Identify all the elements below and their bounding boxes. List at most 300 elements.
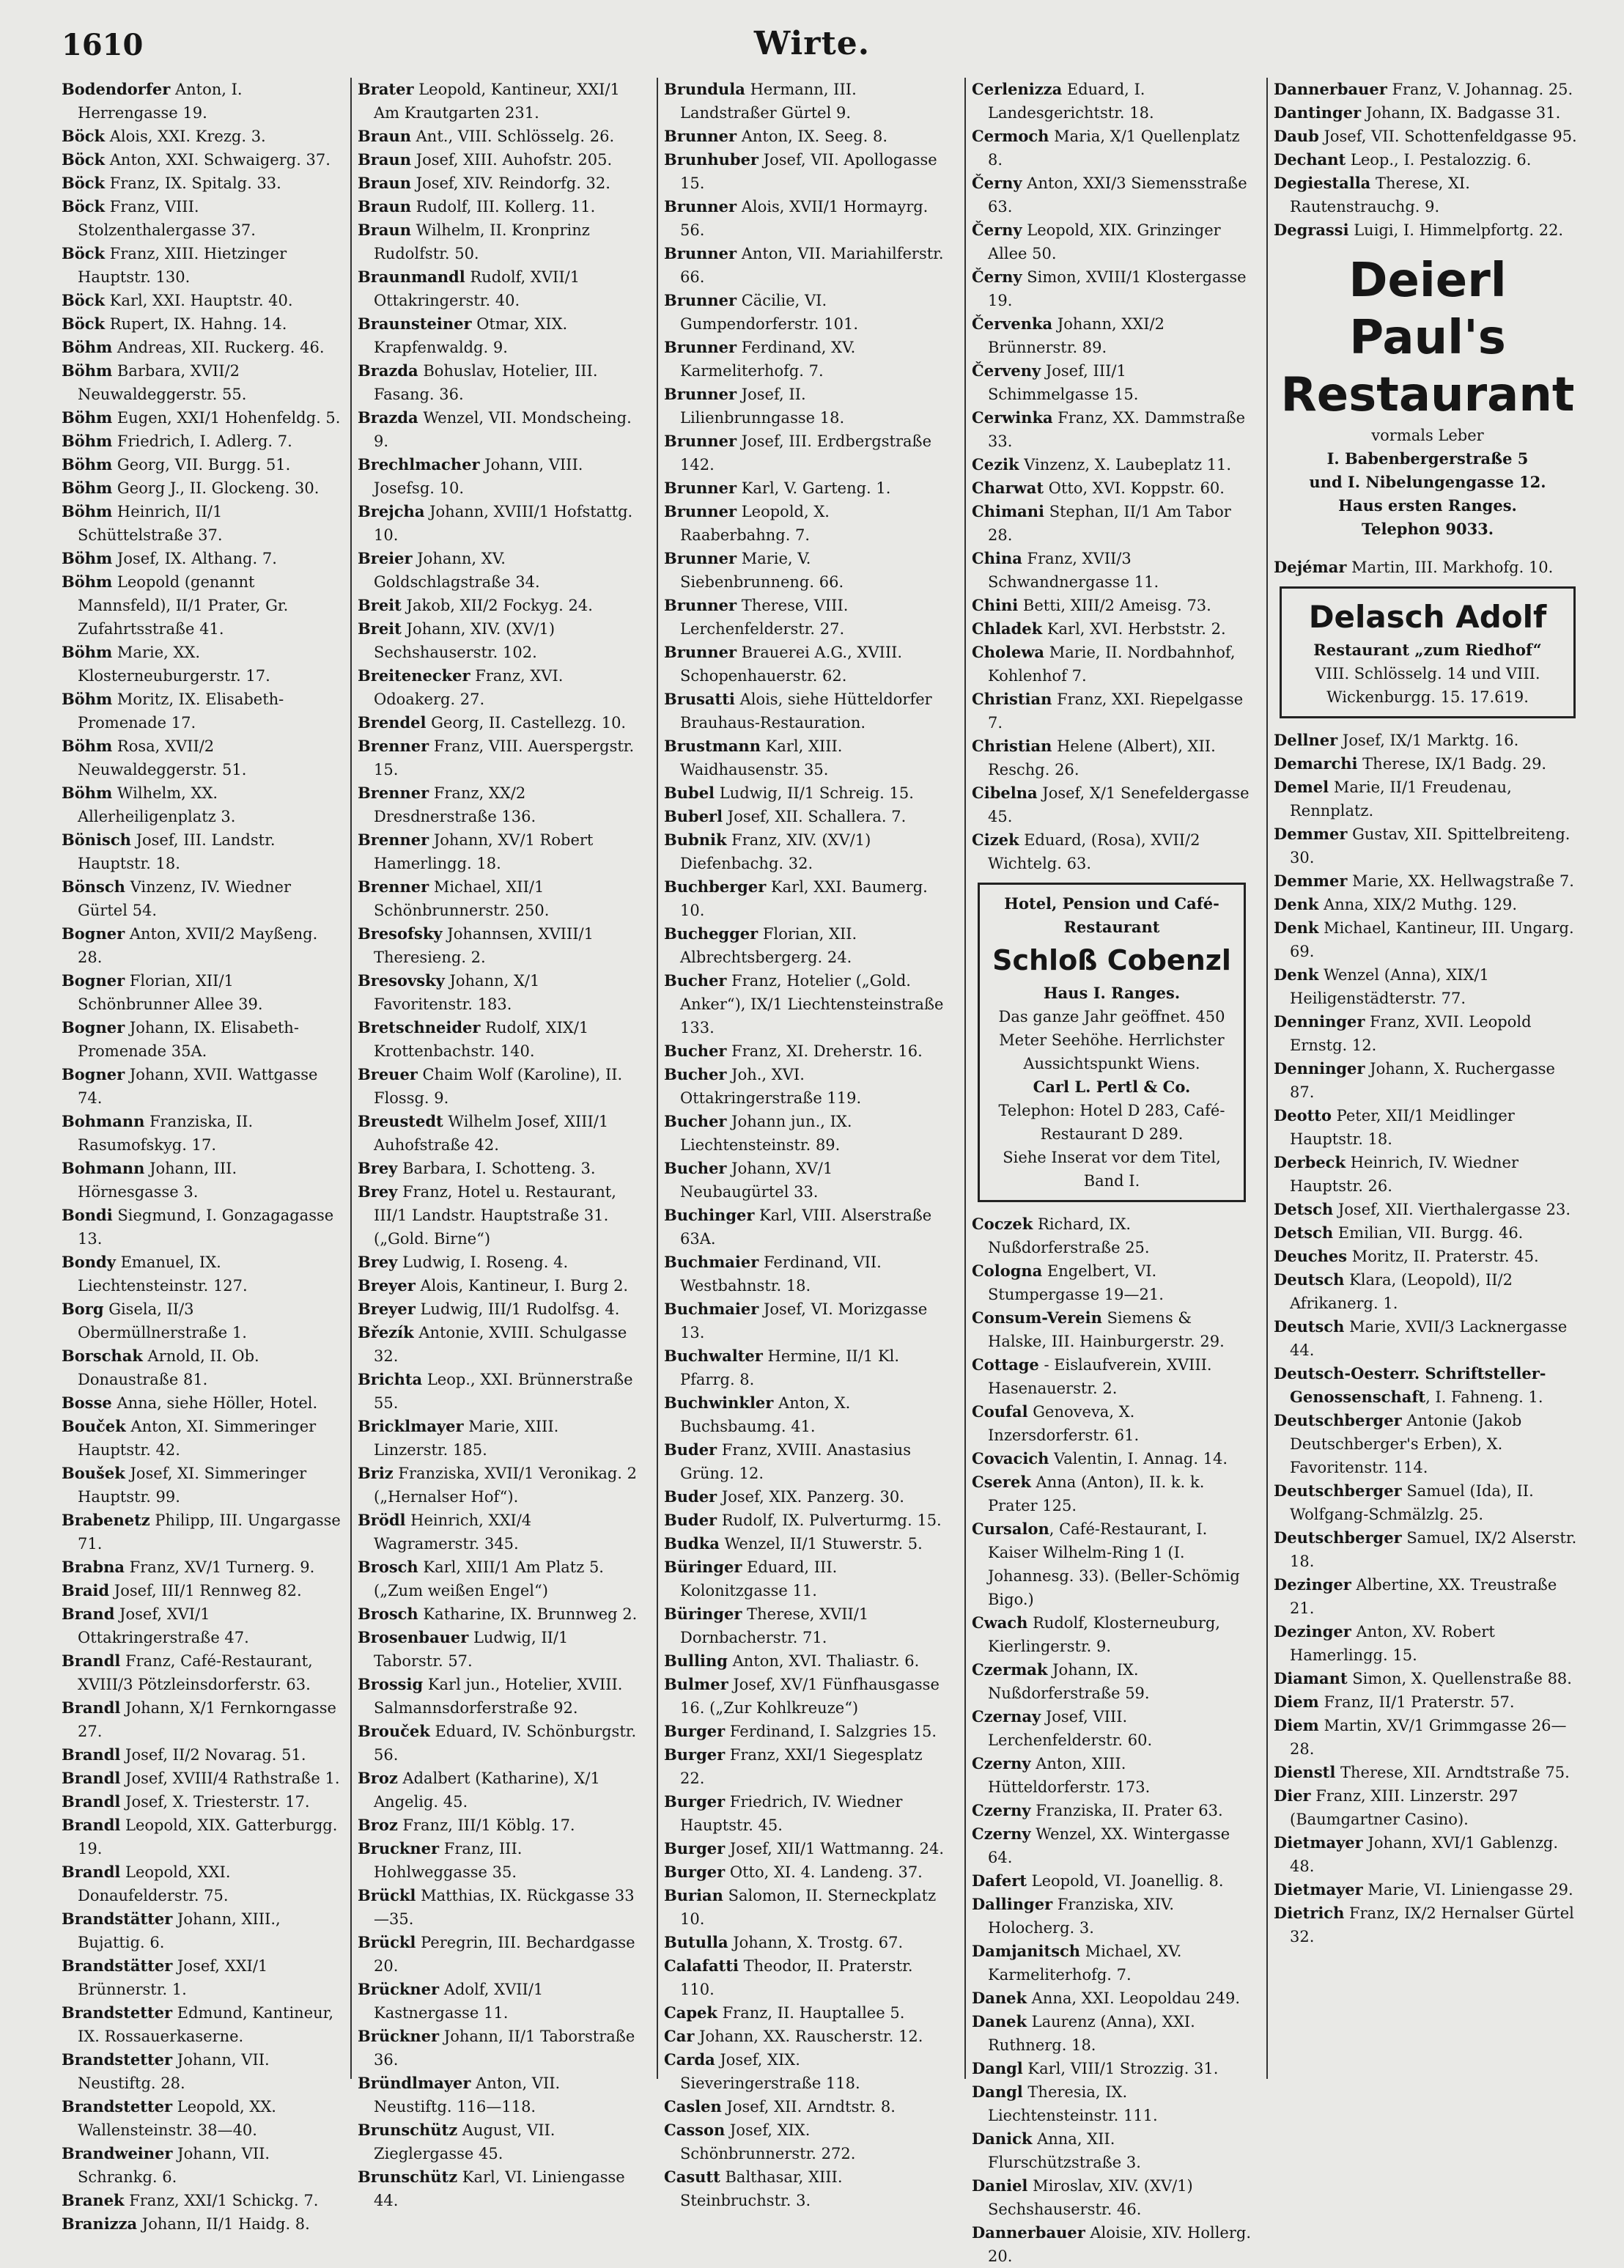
directory-entry [664, 1110, 944, 1157]
directory-entry [62, 359, 342, 406]
entry-details: Therese, VIII. Lerchenfelderstr. 27. [680, 597, 849, 638]
directory-entry [1274, 1784, 1581, 1831]
directory-entry [1274, 148, 1581, 172]
entry-name: Brunner [664, 479, 737, 497]
entry-name: Dangl [972, 2083, 1023, 2101]
directory-entry [62, 922, 342, 969]
entry-name: Casutt [664, 2168, 720, 2186]
entry-details: Anna, XII. Flurschützstraße 3. [988, 2130, 1141, 2171]
entry-name: Buder [664, 1487, 717, 1506]
entry-details: Johann, XV/1 Robert Hamerlingg. 18. [374, 831, 594, 872]
directory-entry [62, 336, 342, 359]
entry-name: Diem [1274, 1693, 1319, 1711]
entry-name: Dafert [972, 1871, 1027, 1890]
directory-entry [358, 2165, 638, 2212]
directory-entry [1274, 916, 1581, 963]
directory-entry [1274, 1667, 1581, 1690]
entry-details: Franz, II. Hauptallee 5. [717, 2004, 905, 2022]
directory-entry [972, 1400, 1252, 1447]
entry-name: Brunner [664, 127, 737, 145]
directory-entry [1274, 1151, 1581, 1198]
entry-name: Briz [358, 1464, 394, 1482]
directory-entry [62, 312, 342, 336]
entry-details: Miroslav, XIV. (XV/1) Sechshauserstr. 46. [988, 2177, 1193, 2218]
entry-details: Betti, XIII/2 Ameisg. 73. [1018, 597, 1211, 614]
directory-entry [972, 1353, 1252, 1400]
directory-entry [62, 1860, 342, 1907]
directory-entry [358, 125, 638, 148]
directory-entry [358, 1297, 638, 1321]
entry-details: Eduard, (Rosa), XVII/2 Wichtelg. 63. [988, 831, 1200, 872]
entry-name: Cerwinka [972, 408, 1053, 427]
entry-details: Karl, V. Garteng. 1. [737, 479, 891, 497]
entry-details: Johann, XVII. Wattgasse 74. [78, 1066, 318, 1107]
entry-details: Otmar, XIX. Krapfenwaldg. 9. [374, 315, 568, 356]
page-number: 1610 [62, 28, 144, 62]
directory-entry [664, 594, 944, 641]
entry-name: Brunner [664, 596, 737, 614]
entry-name: Dechant [1274, 150, 1346, 169]
entry-details: Karl, XVI. Herbststr. 2. [1042, 620, 1226, 638]
entry-details: Wilhelm, XX. Allerheiligenplatz 3. [78, 784, 236, 825]
directory-entry [62, 1579, 342, 1602]
directory-entry [664, 547, 944, 594]
directory-entry [358, 1931, 638, 1978]
directory-entry [62, 969, 342, 1016]
directory-entry [1274, 1198, 1581, 1221]
entry-name: Burger [664, 1839, 726, 1858]
entry-name: Büringer [664, 1605, 742, 1623]
entry-details: Alois, XXI. Krezg. 3. [105, 128, 266, 145]
directory-entry [664, 476, 944, 500]
entry-name: Brichta [358, 1370, 423, 1388]
entry-name: Degrassi [1274, 221, 1349, 239]
directory-entry [358, 1110, 638, 1157]
directory-entry [972, 1869, 1252, 1893]
entry-name: Bretschneider [358, 1018, 481, 1037]
entry-details: Hermann, III. Landstraßer Gürtel 9. [680, 81, 857, 122]
entry-name: Brenner [358, 737, 429, 755]
entry-details: Johann, XIII., Bujattig. 6. [78, 1910, 281, 1951]
entry-details: Marie, VI. Liniengasse 29. [1362, 1881, 1573, 1899]
entry-details: Rosa, XVII/2 Neuwaldeggerstr. 51. [78, 737, 247, 778]
directory-entry [1274, 729, 1581, 752]
entry-name: Buchinger [664, 1206, 755, 1224]
directory-entry [358, 172, 638, 195]
entry-details: Johann, II/1 Haidg. 8. [137, 2215, 310, 2233]
entry-name: Braun [358, 197, 411, 216]
directory-entry [1274, 1010, 1581, 1057]
ad-line: I. Babenbergerstraße 5 [1326, 449, 1529, 468]
entry-details: Rudolf, Klosterneuburg, Kierlingerstr. 9. [988, 1614, 1220, 1655]
directory-entry [62, 289, 342, 312]
directory-entry [972, 594, 1252, 617]
entry-name: Burger [664, 1792, 726, 1811]
directory-entry [62, 1063, 342, 1110]
entry-name: Bogner [62, 971, 125, 990]
entry-name: Böck [62, 150, 106, 169]
directory-entry [972, 1705, 1252, 1752]
directory-entry [62, 1391, 342, 1415]
entry-name: Daub [1274, 127, 1319, 145]
entry-details: Leop., XXI. Brünnerstraße 55. [374, 1371, 633, 1412]
directory-entry [1274, 1714, 1581, 1761]
entry-name: Bucher [664, 1042, 727, 1060]
entry-name: Casson [664, 2121, 726, 2139]
directory-entry [972, 1658, 1252, 1705]
directory-entry [358, 547, 638, 594]
entry-name: Böhm [62, 361, 113, 380]
entry-name: Bogner [62, 1018, 125, 1037]
entry-name: Denk [1274, 918, 1319, 937]
directory-entry [972, 1752, 1252, 1799]
directory-entry [1274, 556, 1581, 579]
directory-entry [62, 1790, 342, 1814]
directory-entry [1274, 172, 1581, 218]
directory-entry [62, 430, 342, 453]
ad-line: Restaurant „zum Riedhof“ [1313, 641, 1542, 659]
entry-details: Franz, XIII. Hietzinger Hauptstr. 130. [78, 245, 287, 286]
directory-entry [358, 265, 638, 312]
directory-entry [62, 1907, 342, 1954]
entry-details: Alois, siehe Hütteldorfer Brauhaus-Restauration. [680, 691, 932, 732]
entry-details: Franz, XXI/1 Schickg. 7. [124, 2192, 319, 2209]
entry-name: Dejémar [1274, 558, 1347, 576]
entry-details: Hermine, II/1 Kl. Pfarrg. 8. [680, 1347, 900, 1388]
directory-entry [664, 734, 944, 781]
entry-name: Christian [972, 737, 1052, 755]
entry-name: Brazda [358, 408, 418, 427]
entry-name: Butulla [664, 1933, 728, 1951]
directory-entry [358, 1157, 638, 1180]
directory-entry [1274, 1761, 1581, 1784]
entry-name: Braunsteiner [358, 314, 472, 333]
directory-entry [358, 1509, 638, 1555]
entry-details: Adalbert (Katharine), X/1 Angelig. 45. [374, 1770, 600, 1811]
entry-name: Christian [972, 690, 1052, 708]
entry-details: Franz, XVIII. Anastasius Grüng. 12. [680, 1441, 911, 1482]
directory-entry [62, 1509, 342, 1555]
entry-name: Dannerbauer [1274, 80, 1387, 98]
entry-name: Bogner [62, 1065, 125, 1083]
entry-details: Genoveva, X. Inzersdorferstr. 61. [988, 1403, 1140, 1444]
directory-entry [972, 406, 1252, 453]
directory-entry [972, 172, 1252, 218]
entry-details: Karl, XIII/1 Am Platz 5. („Zum weißen Engel“) [374, 1558, 604, 1599]
directory-entry [62, 1297, 342, 1344]
entry-details: Matthias, IX. Rückgasse 33—35. [374, 1887, 635, 1928]
directory-entry [62, 453, 342, 476]
page-title: Wirte. [753, 25, 871, 62]
entry-name: Breitenecker [358, 666, 470, 685]
entry-details: Andreas, XII. Ruckerg. 46. [112, 339, 325, 356]
entry-details: Barbara, I. Schotteng. 3. [397, 1160, 596, 1177]
directory-entry [1274, 1479, 1581, 1526]
entry-details: Josef, VIII. Lerchenfelderstr. 60. [988, 1708, 1153, 1749]
directory-entry [972, 617, 1252, 641]
ad-reference: Siehe Inserat vor dem Titel, Band I. [1003, 1149, 1221, 1190]
directory-entry [62, 125, 342, 148]
directory-entry [664, 2048, 944, 2095]
directory-entry [1274, 1878, 1581, 1901]
entry-details: Josef, VII. Apollogasse 15. [680, 151, 937, 192]
entry-name: Bodendorfer [62, 80, 171, 98]
directory-entry [358, 617, 638, 664]
entry-name: Bubnik [664, 831, 727, 849]
directory-entry [358, 1673, 638, 1720]
entry-details: Therese, XII. Arndtstraße 75. [1335, 1764, 1570, 1781]
directory-entry [664, 1438, 944, 1485]
directory-entry [358, 1321, 638, 1368]
entry-details: Johann, IX. Nußdorferstraße 59. [988, 1661, 1150, 1702]
entry-details: Ludwig, I. Roseng. 4. [397, 1253, 569, 1271]
entry-name: Černy [972, 174, 1022, 192]
entry-details: Franz, VIII. Auerspergstr. 15. [374, 737, 635, 778]
directory-entry [972, 2127, 1252, 2174]
entry-details: Martin, III. Markhofg. 10. [1346, 559, 1554, 576]
entry-details: Marie, XX. Hellwagstraße 7. [1347, 872, 1574, 890]
directory-entry [1274, 101, 1581, 125]
entry-details: Franz, Café-Restaurant, XVIII/3 Pötzleinsdorferstr. 63. [78, 1652, 313, 1693]
directory-entry [358, 875, 638, 922]
entry-name: Broz [358, 1769, 398, 1787]
entry-details: Leopold, Kantineur, XXI/1 Am Krautgarten 231. [374, 81, 620, 122]
entry-name: Cologna [972, 1262, 1043, 1280]
entry-name: Burger [664, 1863, 726, 1881]
entry-name: Brunner [664, 197, 737, 216]
entry-name: Denk [1274, 895, 1319, 913]
entry-name: Capek [664, 2003, 717, 2022]
directory-entry [972, 265, 1252, 312]
directory-entry [358, 1063, 638, 1110]
directory-entry [358, 1251, 638, 1274]
ad-title: Restaurant [1280, 368, 1575, 422]
entry-name: Brandstetter [62, 2097, 173, 2116]
entry-name: Brunner [664, 291, 737, 309]
entry-details: Karl, XIII. Waidhausenstr. 35. [680, 737, 843, 778]
entry-name: Cserek [972, 1473, 1031, 1491]
ad-line: und I. Nibelungengasse 12. [1309, 473, 1546, 491]
entry-name: Bucher [664, 1112, 727, 1130]
entry-details: Richard, IX. Nußdorferstraße 25. [988, 1215, 1150, 1256]
entry-name: Brabenetz [62, 1511, 150, 1529]
entry-name: Brandstetter [62, 2050, 173, 2069]
entry-details: Vinzenz, IV. Wiedner Gürtel 54. [78, 878, 291, 919]
entry-name: Bondi [62, 1206, 113, 1224]
entry-name: Braunmandl [358, 268, 465, 286]
directory-entry [62, 1251, 342, 1297]
directory-entry [664, 1485, 944, 1509]
entry-details: Johann, IX. Badgasse 31. [1361, 104, 1561, 122]
entry-details: Georg, VII. Burgg. 51. [112, 456, 291, 474]
entry-details: Anton, X. Buchsbaumg. 41. [680, 1394, 851, 1435]
entry-name: Brouček [358, 1722, 430, 1740]
entry-name: Dier [1274, 1786, 1311, 1805]
entry-details: Michael, XII/1 Schönbrunnerstr. 250. [374, 878, 550, 919]
entry-details: Cäcilie, VI. Gumpendorferstr. 101. [680, 292, 859, 333]
entry-name: Boušek [62, 1464, 125, 1482]
directory-entry [1274, 125, 1581, 148]
entry-name: Branizza [62, 2214, 138, 2233]
entry-details: Josef, XII. Schallera. 7. [723, 808, 907, 825]
entry-name: Brandstetter [62, 2003, 173, 2022]
entry-name: Brey [358, 1253, 398, 1271]
directory-entry [62, 781, 342, 828]
entry-name: Broz [358, 1816, 398, 1834]
entry-name: Buchberger [664, 877, 767, 896]
directory-entry [62, 500, 342, 547]
entry-details: Wenzel (Anna), XIX/1 Heiligenstädterstr. 77. [1290, 966, 1489, 1007]
entry-details: Therese, XI. Rautenstrauchg. 9. [1290, 174, 1470, 216]
entry-details: Josef, IX/1 Marktg. 16. [1337, 732, 1519, 749]
directory-entry [358, 594, 638, 617]
entry-name: Dienstl [1274, 1763, 1336, 1781]
column-rule [657, 78, 658, 2079]
entry-details: Emanuel, IX. Liechtensteinstr. 127. [78, 1253, 248, 1295]
entry-details: Franz, XVI. Odoakerg. 27. [374, 667, 564, 708]
entry-name: Brandl [62, 1816, 121, 1834]
directory-entry [664, 1743, 944, 1790]
directory-entry [62, 1110, 342, 1157]
entry-details: Leop., I. Pestalozzig. 6. [1346, 151, 1532, 169]
entry-name: Böhm [62, 455, 113, 474]
directory-entry [62, 1344, 342, 1391]
entry-name: Bohmann [62, 1159, 145, 1177]
entry-details: Chaim Wolf (Karoline), II. Flossg. 9. [374, 1066, 623, 1107]
entry-details: Eugen, XXI/1 Hohenfeldg. 5. [112, 409, 341, 427]
entry-name: Bönisch [62, 831, 131, 849]
directory-entry [62, 1462, 342, 1509]
entry-name: Demmer [1274, 872, 1348, 890]
entry-name: Brey [358, 1182, 398, 1201]
directory-entry [664, 336, 944, 383]
entry-name: Danick [972, 2129, 1033, 2148]
ad-name: Deierl Paul's [1348, 254, 1507, 365]
entry-name: Bucher [664, 971, 727, 990]
entry-details: Josef, II/2 Novarag. 51. [120, 1746, 306, 1764]
directory-entry [972, 359, 1252, 406]
entry-name: Buder [664, 1511, 717, 1529]
entry-name: China [972, 549, 1022, 567]
entry-details: Anton, XXI/3 Siemensstraße 63. [988, 174, 1247, 216]
directory-entry [62, 1555, 342, 1579]
entry-details: Anton, XVII/2 Mayßeng. 28. [78, 925, 318, 966]
directory-entry [664, 1039, 944, 1063]
entry-name: Brandl [62, 1745, 121, 1764]
directory-entry [664, 828, 944, 875]
ad-line: Haus ersten Ranges. [1338, 496, 1517, 515]
entry-name: Coufal [972, 1402, 1028, 1421]
entry-name: Cholewa [972, 643, 1045, 661]
entry-name: Breustedt [358, 1112, 443, 1130]
ad-phone: Telephon: Hotel D 283, Café-Restaurant D 289. [998, 1102, 1225, 1143]
entry-name: Deutschberger [1274, 1411, 1402, 1429]
directory-entry [358, 2025, 638, 2072]
entry-name: Diem [1274, 1716, 1319, 1734]
entry-details: Josef, XII. Vierthalergasse 23. [1333, 1201, 1571, 1218]
entry-name: Deutsch [1274, 1317, 1345, 1336]
entry-name: Dezinger [1274, 1575, 1351, 1594]
directory-entry [1274, 1901, 1581, 1948]
directory-entry [1274, 1690, 1581, 1714]
entry-name: Detsch [1274, 1223, 1334, 1242]
directory-entry [62, 406, 342, 430]
entry-details: Anna, siehe Höller, Hotel. [111, 1394, 318, 1412]
entry-name: Böhm [62, 784, 113, 802]
entry-details: Siemens & Halske, III. Hainburgerstr. 29. [988, 1309, 1225, 1350]
entry-details: Johann, X/1 Fernkorngasse 27. [78, 1699, 336, 1740]
directory-entry [62, 1016, 342, 1063]
entry-name: Cezik [972, 455, 1019, 474]
entry-name: Brosenbauer [358, 1628, 469, 1646]
entry-details: Leopold, X. Raaberbahng. 7. [680, 503, 830, 544]
entry-details: Franziska, XIV. Holocherg. 3. [988, 1896, 1175, 1937]
entry-name: Brandstätter [62, 1956, 173, 1975]
entry-name: Böhm [62, 338, 113, 356]
entry-details: Johann, XVIII/1 Hofstattg. 10. [374, 503, 633, 544]
directory-entry [62, 1602, 342, 1649]
entry-details: Edmund, Kantineur, IX. Rossauerkaserne. [78, 2004, 334, 2045]
directory-entry [972, 2080, 1252, 2127]
directory-entry [664, 969, 944, 1039]
directory-entry [62, 1743, 342, 1767]
entry-details: Bohuslav, Hotelier, III. Fasang. 36. [374, 362, 598, 403]
directory-entry [62, 1157, 342, 1204]
directory-entry [664, 383, 944, 430]
entry-details: Franz, IX. Spitalg. 33. [105, 174, 281, 192]
directory-entry [664, 125, 944, 148]
entry-name: Böhm [62, 643, 113, 661]
directory-entry [664, 781, 944, 805]
entry-name: Böck [62, 127, 106, 145]
directory-entry [972, 125, 1252, 172]
entry-details: Franziska, II. Rasumofskyg. 17. [78, 1113, 254, 1154]
directory-entry [972, 1822, 1252, 1869]
entry-details: Franz, III/1 Köblg. 17. [397, 1816, 575, 1834]
directory-entry [972, 641, 1252, 688]
entry-name: Böck [62, 244, 106, 262]
entry-name: Brazda [358, 361, 418, 380]
entry-details: Rupert, IX. Hahng. 14. [105, 315, 287, 333]
directory-entry [1274, 1315, 1581, 1362]
entry-details: Josef, XVIII/4 Rathstraße 1. [120, 1770, 340, 1787]
directory-entry [972, 78, 1252, 125]
directory-entry [664, 148, 944, 195]
entry-name: Böhm [62, 408, 113, 427]
entry-name: Brenner [358, 831, 429, 849]
entry-name: Daniel [972, 2176, 1028, 2195]
entry-name: Brater [358, 80, 414, 98]
entry-details: Johann, X. Ruchergasse 87. [1290, 1060, 1555, 1101]
directory-entry [972, 453, 1252, 476]
directory-entry [358, 734, 638, 781]
entry-name: Borg [62, 1300, 104, 1318]
entry-details: Johannsen, XVIII/1 Theresieng. 2. [374, 925, 594, 966]
directory-entry [664, 242, 944, 289]
directory-entry [358, 711, 638, 734]
directory-entry [664, 195, 944, 242]
directory-entry [664, 1931, 944, 1954]
entry-details: Josef, IX. Althang. 7. [112, 550, 277, 567]
entry-name: Brendel [358, 713, 427, 732]
entry-name: Bönsch [62, 877, 125, 896]
entry-name: Brabna [62, 1558, 125, 1576]
entry-name: Brusatti [664, 690, 735, 708]
entry-details: Josef, III/1 Rennweg 82. [109, 1582, 302, 1599]
entry-details: Anton, VII. Mariahilferstr. 66. [680, 245, 944, 286]
directory-entry [358, 1555, 638, 1602]
entry-details: Johann, XIV. (XV/1) Sechshauserstr. 102. [374, 620, 556, 661]
